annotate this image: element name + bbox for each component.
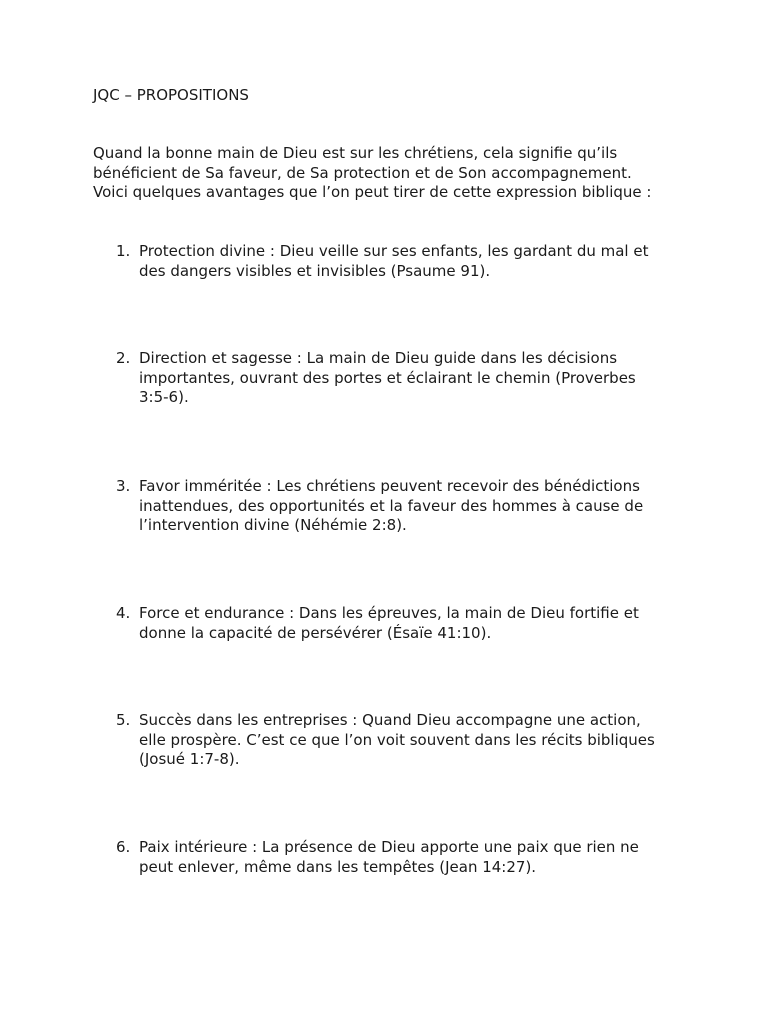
list-item-text (139, 838, 699, 877)
list-item-line: peut enlever, même dans les tempêtes (Jean 14:27). (139, 857, 537, 876)
list-item-line: Succès dans les entreprises : Quand Dieu accompagne une action, (139, 711, 641, 729)
list-item-line: l’intervention divine (Néhémie 2:8). (139, 516, 407, 534)
list-item-number: 6. (116, 838, 131, 856)
intro-line: Quand la bonne main de Dieu est sur les chrétiens, cela signifie qu’ils (93, 144, 618, 162)
list-item-line: Favor imméritée : Les chrétiens peuvent recevoir des bénédictions (139, 477, 640, 495)
list-item-line: inattendues, des opportunités et la faveur des hommes à cause de (139, 496, 644, 515)
list-item-number: 4. (116, 604, 131, 622)
list-item-number: 5. (116, 711, 131, 729)
list-item-number: 2. (116, 349, 131, 367)
document-title: JQC – PROPOSITIONS (93, 86, 249, 104)
list-item-number: 1. (116, 242, 131, 260)
list-item-line: Force et endurance : Dans les épreuves, la main de Dieu fortifie et (139, 604, 639, 622)
list-item-line: importantes, ouvrant des portes et éclairant le chemin (Proverbes (139, 368, 636, 387)
list-item-text (139, 242, 699, 281)
list-item-text (139, 711, 699, 770)
list-item-text (139, 604, 699, 643)
list-item-line: des dangers visibles et invisibles (Psaume 91). (139, 261, 491, 280)
list-item-line: (Josué 1:7-8). (139, 750, 240, 768)
intro-paragraph (93, 144, 693, 203)
list-item-line: 3:5-6). (139, 388, 189, 406)
intro-line: Voici quelques avantages que l’on peut tirer de cette expression biblique : (93, 183, 652, 201)
list-item-number: 3. (116, 477, 131, 495)
list-item-line: Direction et sagesse : La main de Dieu guide dans les décisions (139, 349, 618, 367)
list-item-line: Paix intérieure : La présence de Dieu apporte une paix que rien ne (139, 838, 639, 856)
intro-line: bénéficient de Sa faveur, de Sa protection et de Son accompagnement. (93, 163, 632, 182)
list-item-line: donne la capacité de persévérer (Ésaïe 41:10). (139, 623, 492, 642)
list-item-line: Protection divine : Dieu veille sur ses enfants, les gardant du mal et (139, 242, 649, 260)
list-item-text (139, 349, 699, 408)
list-item-line: elle prospère. C’est ce que l’on voit souvent dans les récits bibliques (139, 730, 655, 749)
list-item-text (139, 477, 699, 536)
